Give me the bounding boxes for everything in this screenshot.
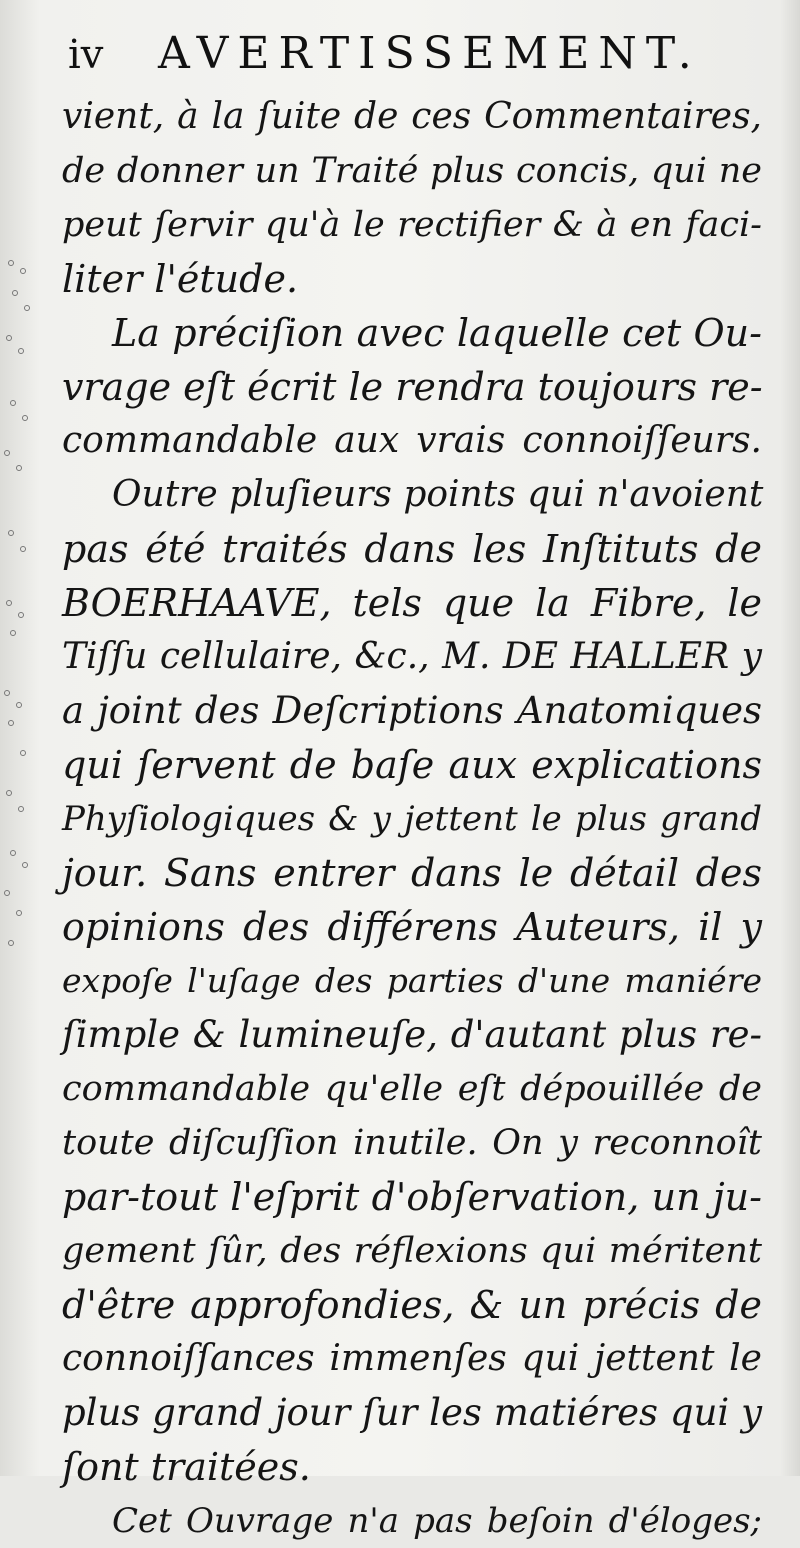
- text-line: expoſe l'uſage des parties d'une maniére: [62, 961, 762, 1000]
- text-line: qui ſervent de baſe aux explications: [62, 743, 762, 787]
- page-number: iv: [68, 32, 104, 78]
- text-line: Cet Ouvrage n'a pas beſoin d'éloges;: [112, 1501, 762, 1541]
- text-line: vrage eſt écrit le rendra toujours re-: [62, 365, 763, 409]
- text-line: vient, à la ſuite de ces Commentaires,: [62, 96, 762, 137]
- text-line: par-tout l'eſprit d'obſervation, un ju-: [62, 1175, 762, 1219]
- text-line: de donner un Traité plus concis, qui ne: [62, 151, 762, 191]
- text-line: Outre pluſieurs points qui n'avoient: [112, 474, 764, 515]
- text-line: toute diſcuſſion inutile. On y reconnoît: [62, 1123, 762, 1163]
- running-title: AVERTISSEMENT.: [158, 28, 701, 79]
- text-line: liter l'étude.: [62, 257, 299, 301]
- text-line: ſont traitées.: [62, 1445, 311, 1489]
- text-line: a joint des Deſcriptions Anatomiques: [62, 689, 762, 732]
- text-line: ſimple & lumineuſe, d'autant plus re-: [62, 1013, 762, 1056]
- text-line: connoiſſances immenſes qui jettent le: [62, 1338, 762, 1379]
- paragraph: [62, 1494, 762, 1548]
- text-line: commandable qu'elle eſt dépouillée de: [62, 1069, 762, 1109]
- text-line: BOERHAAVE, tels que la Fibre, le: [62, 581, 762, 625]
- text-line: plus grand jour ſur les matiéres qui y: [62, 1391, 762, 1434]
- paragraph: [62, 468, 762, 1494]
- page-header: [68, 28, 768, 88]
- text-line: jour. Sans entrer dans le détail des: [62, 851, 762, 895]
- text-line: d'être approfondies, & un précis de: [62, 1283, 762, 1327]
- text-line: commandable aux vrais connoiſſeurs.: [62, 420, 762, 461]
- binding-hole-marks: [0, 250, 40, 970]
- paragraph: [62, 306, 762, 468]
- text-line: Tiſſu cellulaire, &c., M. DE HALLER y: [62, 636, 762, 677]
- paragraph: [62, 90, 762, 306]
- text-line: gement ſûr, des réflexions qui méritent: [62, 1231, 762, 1271]
- text-line: Phyſiologiques & y jettent le plus grand: [62, 799, 762, 839]
- text-line: peut ſervir qu'à le rectifier & à en faci-: [62, 205, 762, 245]
- text-line: La préciſion avec laquelle cet Ou-: [112, 311, 762, 355]
- body-text: [62, 90, 762, 1548]
- text-line: opinions des différens Auteurs, il y: [62, 905, 762, 949]
- text-line: pas été traités dans les Inſtituts de: [62, 527, 762, 571]
